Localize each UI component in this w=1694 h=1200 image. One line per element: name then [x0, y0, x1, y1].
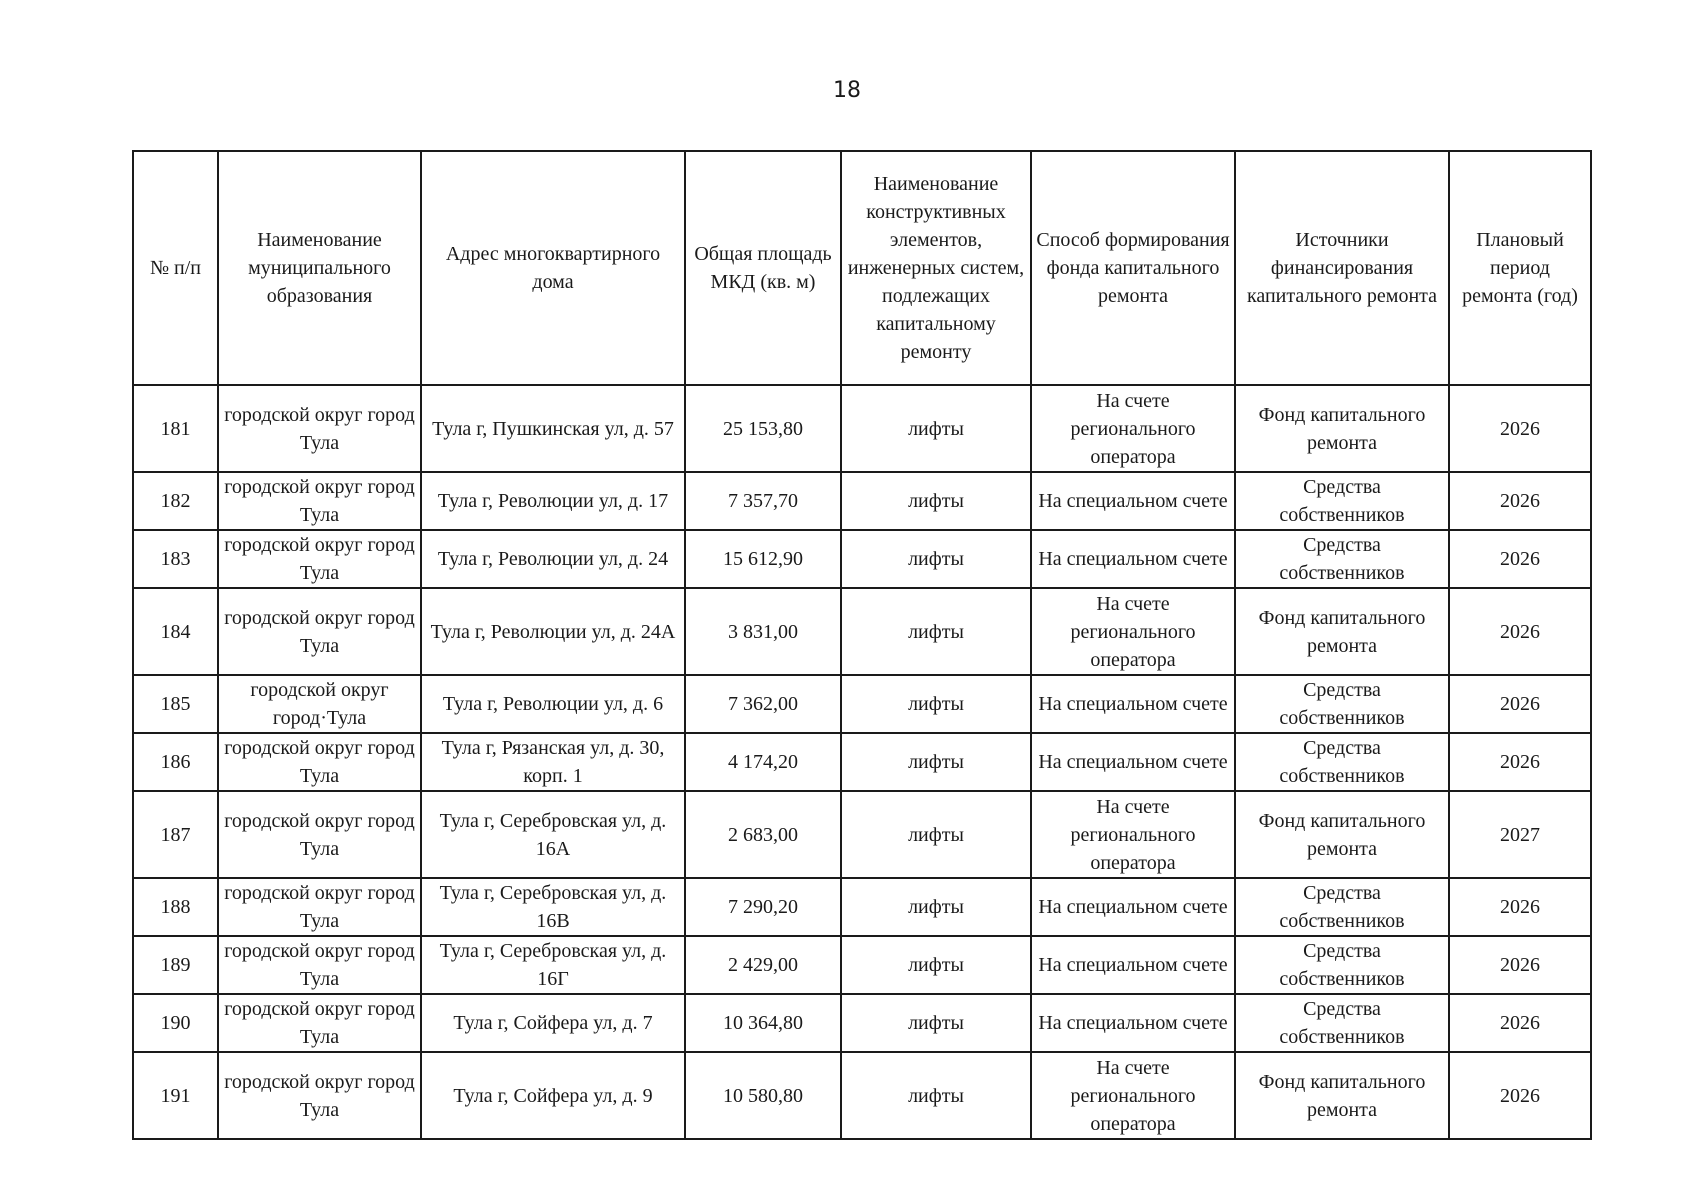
cell-funding-source: Средства собственников: [1235, 994, 1449, 1052]
table-row: [133, 1052, 1591, 1139]
cell-address: Тула г, Пушкинская ул, д. 57: [421, 385, 685, 472]
page-number: 18: [833, 78, 861, 103]
cell-address: Тула г, Серебровская ул, д. 16А: [421, 791, 685, 878]
cell-address: Тула г, Рязанская ул, д. 30, корп. 1: [421, 733, 685, 791]
cell-elements: лифты: [841, 994, 1031, 1052]
cell-planned-period: 2026: [1449, 530, 1591, 588]
table-row: [133, 530, 1591, 588]
cell-funding-source: Средства собственников: [1235, 733, 1449, 791]
cell-elements: лифты: [841, 385, 1031, 472]
cell-area: 10 364,80: [685, 994, 841, 1052]
table-row: [133, 791, 1591, 878]
cell-number: 183: [133, 530, 218, 588]
cell-planned-period: 2026: [1449, 385, 1591, 472]
cell-area: 2 429,00: [685, 936, 841, 994]
cell-funding-source: Фонд капитального ремонта: [1235, 385, 1449, 472]
cell-number: 185: [133, 675, 218, 733]
cell-municipality: городской округ город Тула: [218, 472, 421, 530]
cell-number: 184: [133, 588, 218, 675]
cell-fund-method: На специальном счете: [1031, 472, 1235, 530]
table-row: [133, 994, 1591, 1052]
cell-number: 190: [133, 994, 218, 1052]
cell-area: 4 174,20: [685, 733, 841, 791]
cell-number: 182: [133, 472, 218, 530]
cell-address: Тула г, Серебровская ул, д. 16Г: [421, 936, 685, 994]
cell-fund-method: На специальном счете: [1031, 994, 1235, 1052]
table-row: [133, 588, 1591, 675]
cell-elements: лифты: [841, 472, 1031, 530]
cell-funding-source: Фонд капитального ремонта: [1235, 1052, 1449, 1139]
cell-funding-source: Средства собственников: [1235, 472, 1449, 530]
table-header-row: [133, 151, 1591, 385]
header-number: № п/п: [133, 151, 218, 385]
cell-municipality: городской округ город Тула: [218, 994, 421, 1052]
header-funding-source: Источники финансирования капитального ремонта: [1235, 151, 1449, 385]
header-planned-period: Плановый период ремонта (год): [1449, 151, 1591, 385]
cell-address: Тула г, Революции ул, д. 17: [421, 472, 685, 530]
cell-area: 10 580,80: [685, 1052, 841, 1139]
cell-number: 188: [133, 878, 218, 936]
cell-municipality: городской округ город Тула: [218, 733, 421, 791]
cell-number: 187: [133, 791, 218, 878]
cell-address: Тула г, Революции ул, д. 24: [421, 530, 685, 588]
cell-funding-source: Средства собственников: [1235, 530, 1449, 588]
cell-number: 186: [133, 733, 218, 791]
header-elements: Наименование конструктивных элементов, инженерных систем, подлежащих капитальному ремонту: [841, 151, 1031, 385]
cell-municipality: городской округ город Тула: [218, 385, 421, 472]
cell-fund-method: На счете регионального оператора: [1031, 385, 1235, 472]
cell-funding-source: Средства собственников: [1235, 936, 1449, 994]
cell-planned-period: 2026: [1449, 1052, 1591, 1139]
cell-elements: лифты: [841, 936, 1031, 994]
table-row: [133, 385, 1591, 472]
table-row: [133, 675, 1591, 733]
cell-municipality: городской округ город Тула: [218, 1052, 421, 1139]
cell-address: Тула г, Революции ул, д. 6: [421, 675, 685, 733]
cell-municipality: городской округ город Тула: [218, 936, 421, 994]
cell-area: 7 357,70: [685, 472, 841, 530]
cell-planned-period: 2027: [1449, 791, 1591, 878]
cell-address: Тула г, Серебровская ул, д. 16В: [421, 878, 685, 936]
cell-municipality: городской округ город Тула: [218, 530, 421, 588]
cell-elements: лифты: [841, 530, 1031, 588]
capital-repair-table: [132, 150, 1592, 1140]
cell-number: 191: [133, 1052, 218, 1139]
cell-municipality: городской округ город·Тула: [218, 675, 421, 733]
cell-elements: лифты: [841, 791, 1031, 878]
cell-area: 3 831,00: [685, 588, 841, 675]
cell-municipality: городской округ город Тула: [218, 878, 421, 936]
header-fund-method: Способ формирования фонда капитального ремонта: [1031, 151, 1235, 385]
cell-fund-method: На счете регионального оператора: [1031, 588, 1235, 675]
cell-area: 7 290,20: [685, 878, 841, 936]
header-municipality: Наименование муниципального образования: [218, 151, 421, 385]
cell-fund-method: На специальном счете: [1031, 936, 1235, 994]
cell-fund-method: На специальном счете: [1031, 675, 1235, 733]
cell-area: 25 153,80: [685, 385, 841, 472]
cell-elements: лифты: [841, 1052, 1031, 1139]
cell-elements: лифты: [841, 878, 1031, 936]
cell-fund-method: На счете регионального оператора: [1031, 791, 1235, 878]
cell-area: 7 362,00: [685, 675, 841, 733]
cell-number: 189: [133, 936, 218, 994]
cell-planned-period: 2026: [1449, 472, 1591, 530]
header-address: Адрес многоквартирного дома: [421, 151, 685, 385]
cell-funding-source: Средства собственников: [1235, 878, 1449, 936]
cell-elements: лифты: [841, 588, 1031, 675]
cell-planned-period: 2026: [1449, 588, 1591, 675]
cell-address: Тула г, Сойфера ул, д. 7: [421, 994, 685, 1052]
cell-planned-period: 2026: [1449, 675, 1591, 733]
table-row: [133, 936, 1591, 994]
cell-planned-period: 2026: [1449, 936, 1591, 994]
cell-funding-source: Средства собственников: [1235, 675, 1449, 733]
cell-municipality: городской округ город Тула: [218, 791, 421, 878]
cell-planned-period: 2026: [1449, 878, 1591, 936]
table-row: [133, 733, 1591, 791]
cell-fund-method: На счете регионального оператора: [1031, 1052, 1235, 1139]
cell-address: Тула г, Сойфера ул, д. 9: [421, 1052, 685, 1139]
cell-planned-period: 2026: [1449, 994, 1591, 1052]
table-row: [133, 878, 1591, 936]
cell-funding-source: Фонд капитального ремонта: [1235, 791, 1449, 878]
cell-address: Тула г, Революции ул, д. 24А: [421, 588, 685, 675]
cell-fund-method: На специальном счете: [1031, 530, 1235, 588]
cell-fund-method: На специальном счете: [1031, 733, 1235, 791]
cell-fund-method: На специальном счете: [1031, 878, 1235, 936]
cell-area: 15 612,90: [685, 530, 841, 588]
cell-number: 181: [133, 385, 218, 472]
table-row: [133, 472, 1591, 530]
header-area: Общая площадь МКД (кв. м): [685, 151, 841, 385]
cell-elements: лифты: [841, 733, 1031, 791]
cell-area: 2 683,00: [685, 791, 841, 878]
cell-municipality: городской округ город Тула: [218, 588, 421, 675]
cell-planned-period: 2026: [1449, 733, 1591, 791]
cell-funding-source: Фонд капитального ремонта: [1235, 588, 1449, 675]
cell-elements: лифты: [841, 675, 1031, 733]
